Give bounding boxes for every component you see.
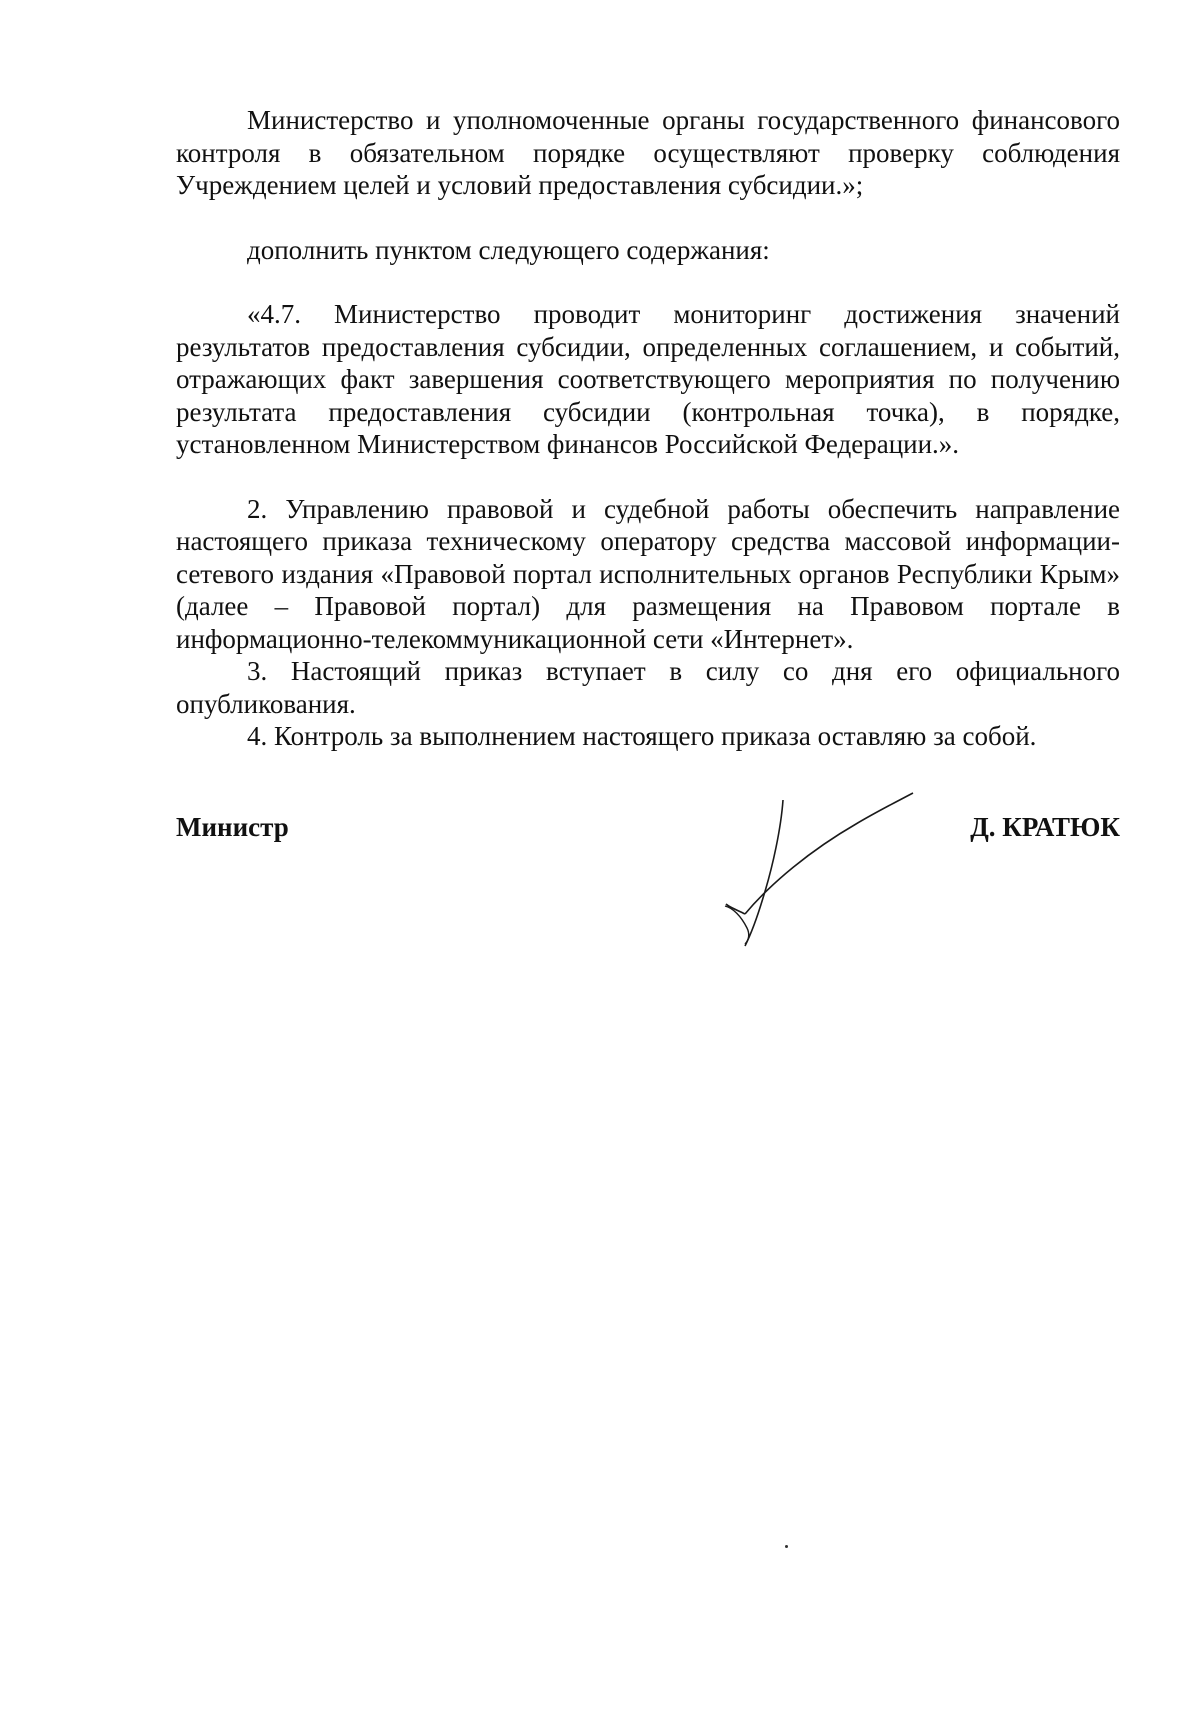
paragraph-supplement: дополнить пунктом следующего содержания: bbox=[247, 234, 770, 265]
paragraph-item-2: 2. Управлению правовой и судебной работы обеспечить направление настоящего приказа техническому оператору средства массовой информации-сетевого издания «Правовой портал исполнительных органов Республики Крым» (далее – Правовой портал) для размещения на Правовом портале в информационно-телекоммуникационной сети «Интернет». bbox=[176, 493, 1120, 654]
document-body bbox=[176, 104, 1120, 753]
signatory-name: Д. КРАТЮК bbox=[970, 812, 1120, 842]
scan-speck bbox=[785, 1545, 788, 1548]
signatory-title: Министр bbox=[176, 812, 289, 842]
signature-block bbox=[176, 808, 1120, 978]
paragraph-item-3: 3. Настоящий приказ вступает в силу со дня его официального опубликования. bbox=[176, 656, 1120, 719]
paragraph-verification: Министерство и уполномоченные органы государственного финансового контроля в обязательном порядке осуществляют проверку соблюдения Учреждением целей и условий предоставления субсидии.»; bbox=[176, 105, 1120, 200]
handwritten-signature bbox=[721, 788, 921, 978]
paragraph-clause-4-7: «4.7. Министерство проводит мониторинг достижения значений результатов предоставления субсидии, определенных соглашением, и событий, отражающих факт завершения соответствующего мероприятия по получению результата предоставления субсидии (контрольная точка), в порядке, установленном Министерством финансов Российской Федерации.». bbox=[176, 299, 1120, 459]
paragraph-item-4: 4. Контроль за выполнением настоящего приказа оставляю за собой. bbox=[247, 721, 1037, 751]
